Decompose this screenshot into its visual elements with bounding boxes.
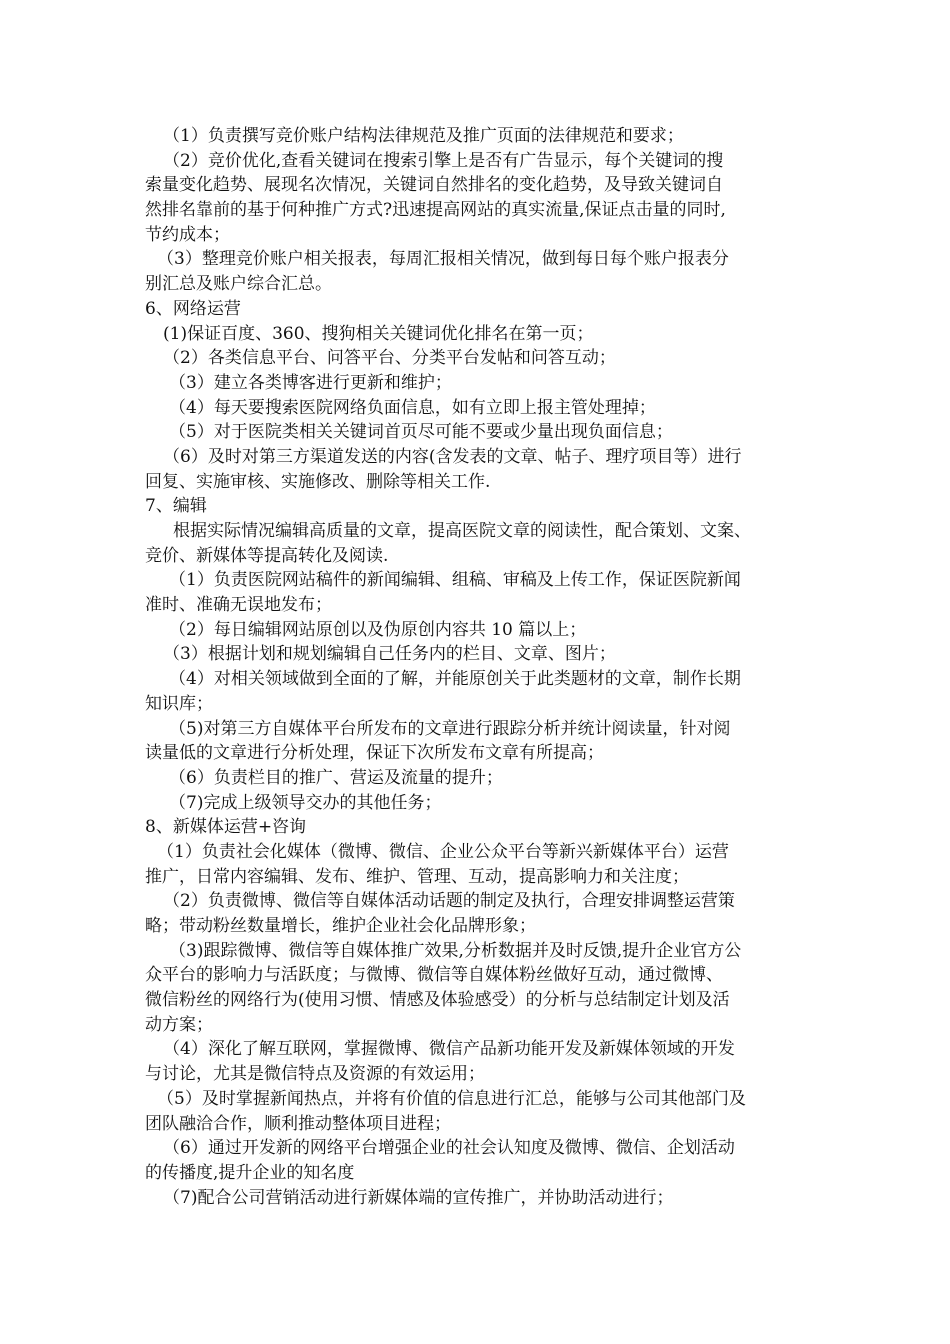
paragraph-line: 推广，日常内容编辑、发布、维护、管理、互动，提高影响力和关注度； — [145, 866, 689, 887]
paragraph-line: 准时、准确无误地发布； — [145, 595, 332, 616]
paragraph-line: （5)对第三方自媒体平台所发布的文章进行跟踪分析并统计阅读量，针对阅 — [169, 718, 731, 739]
paragraph-line: （3）整理竞价账户相关报表，每周汇报相关情况，做到每日每个账户报表分 — [157, 249, 729, 270]
paragraph-line: 竞价、新媒体等提高转化及阅读. — [145, 545, 389, 566]
paragraph-line: (1)保证百度、360、搜狗相关关键词优化排名在第一页； — [163, 323, 594, 344]
paragraph-line: （2）每日编辑网站原创以及伪原创内容共 10 篇以上； — [169, 619, 587, 640]
paragraph-line: （5）对于医院类相关关键词首页尽可能不要或少量出现负面信息； — [169, 422, 673, 443]
paragraph-line: （5）及时掌握新闻热点，并将有价值的信息进行汇总，能够与公司其他部门及 — [157, 1088, 746, 1109]
paragraph-line: （7)配合公司营销活动进行新媒体端的宣传推广，并协助活动进行； — [163, 1187, 674, 1208]
paragraph-line: （6）及时对第三方渠道发送的内容(含发表的文章、帖子、理疗项目等）进行 — [163, 446, 742, 467]
paragraph-line: 的传播度,提升企业的知名度 — [145, 1162, 355, 1183]
paragraph-line: 索量变化趋势、展现名次情况，关键词自然排名的变化趋势，及导致关键词自 — [145, 175, 723, 196]
section-heading: 6、网络运营 — [145, 298, 241, 319]
paragraph-line: 回复、实施审核、实施修改、删除等相关工作. — [145, 471, 491, 492]
paragraph-line: （3）建立各类博客进行更新和维护； — [169, 372, 452, 393]
paragraph-line: 众平台的影响力与活跃度；与微博、微信等自媒体粉丝做好互动，通过微博、 — [145, 965, 723, 986]
document-body — [145, 124, 825, 1210]
paragraph-line: （3）根据计划和规划编辑自己任务内的栏目、文章、图片； — [163, 644, 616, 665]
paragraph-line: （6）负责栏目的推广、营运及流量的提升； — [169, 767, 503, 788]
paragraph-line: 读量低的文章进行分析处理，保证下次所发布文章有所提高； — [145, 743, 604, 764]
paragraph-line: 节约成本； — [145, 224, 230, 245]
paragraph-line: （1）负责社会化媒体（微博、微信、企业公众平台等新兴新媒体平台）运营 — [157, 841, 729, 862]
section-heading: 7、编辑 — [145, 496, 207, 517]
paragraph-line: 与讨论，尤其是微信特点及资源的有效运用； — [145, 1064, 485, 1085]
paragraph-line: 别汇总及账户综合汇总。 — [145, 274, 332, 295]
paragraph-line: 团队融洽合作，顺利推动整体项目进程； — [145, 1113, 451, 1134]
paragraph-line: （7)完成上级领导交办的其他任务； — [169, 792, 442, 813]
paragraph-line: （4）对相关领域做到全面的了解，并能原创关于此类题材的文章，制作长期 — [169, 669, 741, 690]
paragraph-line: 微信粉丝的网络行为(使用习惯、情感及体验感受）的分析与总结制定计划及活 — [145, 990, 730, 1011]
paragraph-line: （4）每天要搜索医院网络负面信息，如有立即上报主管处理掉； — [169, 397, 656, 418]
paragraph-line: 根据实际情况编辑高质量的文章，提高医院文章的阅读性，配合策划、文案、 — [173, 521, 751, 541]
paragraph-line: （1）负责医院网站稿件的新闻编辑、组稿、审稿及上传工作，保证医院新闻 — [169, 570, 741, 591]
paragraph-line: 动方案； — [145, 1014, 213, 1035]
paragraph-line: 然排名靠前的基于何种推广方式?迅速提高网站的真实流量,保证点击量的同时, — [145, 200, 726, 221]
paragraph-line: （6）通过开发新的网络平台增强企业的社会认知度及微博、微信、企划活动 — [163, 1138, 735, 1159]
paragraph-line: （1）负责撰写竞价账户结构法律规范及推广页面的法律规范和要求； — [163, 126, 684, 146]
paragraph-line: （4）深化了解互联网，掌握微博、微信产品新功能开发及新媒体领域的开发 — [163, 1039, 735, 1060]
paragraph-line: （2）负责微博、微信等自媒体活动话题的制定及执行，合理安排调整运营策 — [163, 891, 735, 912]
paragraph-line: （2）竞价优化,查看关键词在搜索引擎上是否有广告显示，每个关键词的搜 — [163, 150, 724, 171]
paragraph-line: 略；带动粉丝数量增长，维护企业社会化品牌形象； — [145, 916, 536, 936]
paragraph-line: （2）各类信息平台、问答平台、分类平台发帖和问答互动； — [163, 348, 616, 369]
section-heading: 8、新媒体运营+咨询 — [145, 817, 307, 838]
paragraph-line: （3)跟踪微博、微信等自媒体推广效果,分析数据并及时反馈,提升企业官方公 — [169, 940, 742, 961]
paragraph-line: 知识库； — [145, 693, 213, 714]
